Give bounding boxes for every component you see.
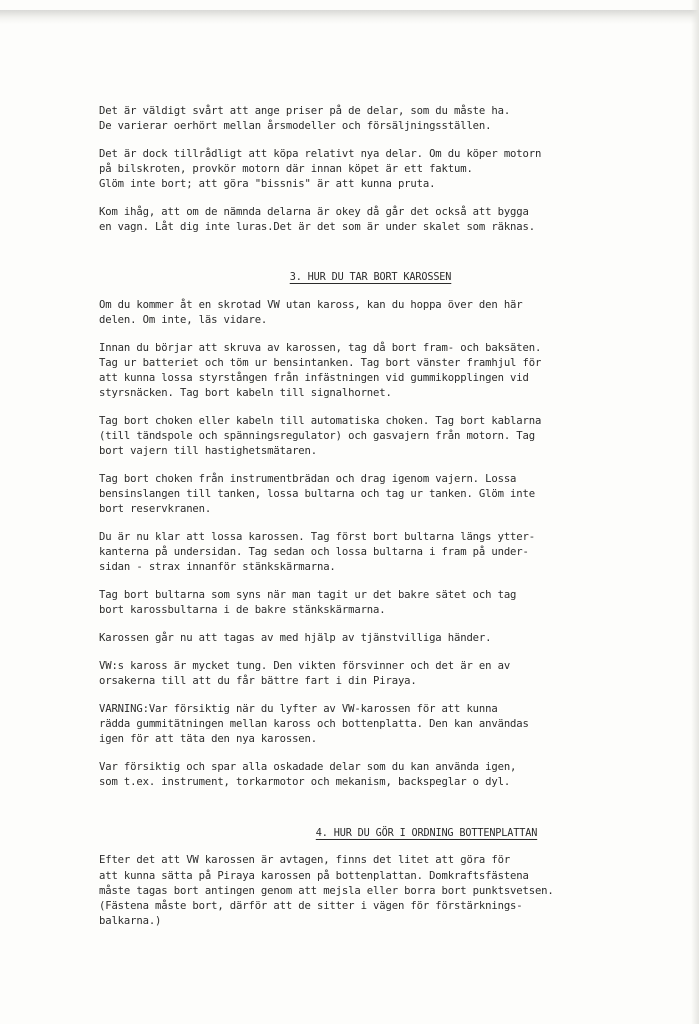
section-3-paragraph: [99, 341, 634, 402]
intro-paragraph-remember: [99, 205, 634, 235]
scan-top-edge-shadow: [0, 10, 699, 24]
section-3-paragraph: [99, 472, 634, 518]
text-line: VW:s kaross är mycket tung. Den vikten försvinner och det är en av: [99, 659, 511, 672]
section-3-paragraph: [99, 588, 634, 618]
text-line: på bilskroten, provkör motorn där innan köpet är ett faktum.: [99, 163, 473, 176]
section-3-paragraph: [99, 414, 634, 460]
scan-right-edge-shadow: [691, 0, 699, 1024]
text-line: Det är väldigt svårt att ange priser på de delar, som du måste ha.: [99, 105, 511, 117]
text-line: sidan - strax innanför stänkskärmarna.: [99, 561, 336, 574]
text-line: igen för att täta den nya karossen.: [99, 733, 317, 746]
text-line: Karossen går nu att tagas av med hjälp av tjänstvilliga händer.: [99, 632, 492, 645]
text-line: måste tagas bort antingen genom att mejsla eller borra bort punktsvetsen.: [99, 884, 554, 897]
section-3-heading-text: 3. HUR DU TAR BORT KAROSSEN: [289, 272, 452, 284]
text-line: Det är dock tillrådligt att köpa relativt nya delar. Om du köper motorn: [99, 147, 542, 160]
section-3-paragraph: [99, 631, 634, 646]
text-line: Tag ur batteriet och töm ur bensintanken. Tag bort vänster framhjul för: [99, 356, 542, 369]
text-line: Tag bort choken från instrumentbrädan och drag igenom vajern. Lossa: [99, 472, 517, 485]
intro-paragraph-prices: [99, 104, 634, 134]
text-line: (till tändspole och spänningsregulator) och gasvajern från motorn. Tag: [99, 430, 535, 443]
text-line: styrsnäcken. Tag bort kabeln till signalhornet.: [99, 387, 392, 400]
text-line: bort vajern till hastighetsmätaren.: [99, 445, 317, 458]
text-line: VARNING:Var försiktig när du lyfter av VW-karossen för att kunna: [99, 702, 498, 715]
text-line: bort reservkranen.: [99, 503, 212, 516]
text-line: Innan du börjar att skruva av karossen, tag då bort fram- och baksäten.: [99, 341, 542, 354]
text-line: bort karossbultarna i de bakre stänkskärmarna.: [99, 604, 386, 617]
text-line: rädda gummitätningen mellan kaross och bottenplatta. Den kan användas: [99, 717, 529, 730]
text-line: De varierar oerhört mellan årsmodeller och försäljningsställen.: [99, 120, 492, 133]
section-3-paragraph: [99, 298, 634, 328]
section-3-paragraph: [99, 530, 634, 576]
text-line: Tag bort choken eller kabeln till automatiska choken. Tag bort kablarna: [99, 414, 542, 427]
text-line: Kom ihåg, att om de nämnda delarna är okey då går det också att bygga: [99, 206, 529, 219]
text-line: (Fästena måste bort, därför att de sitter i vägen för förstärknings-: [99, 900, 523, 913]
text-line: Efter det att VW karossen är avtagen, finns det litet att göra för: [99, 854, 511, 867]
section-3-paragraph: [99, 659, 634, 689]
section-3-paragraph: [99, 760, 634, 790]
text-line: delen. Om inte, läs vidare.: [99, 313, 268, 326]
text-line: Om du kommer åt en skrotad VW utan kaross, kan du hoppa över den här: [99, 298, 523, 311]
section-3-warning-paragraph: [99, 702, 634, 748]
text-line: Glöm inte bort; att göra "bissnis" är att kunna pruta.: [99, 178, 436, 191]
text-line: balkarna.): [99, 915, 162, 928]
section-4-heading-text: 4. HUR DU GÖR I ORDNING BOTTENPLATTAN: [315, 828, 538, 840]
typewritten-text-body: [99, 104, 634, 942]
text-line: att kunna lossa styrstången från infästningen vid gummikopplingen vid: [99, 371, 529, 384]
section-3-heading: [99, 270, 634, 285]
text-line: kanterna på undersidan. Tag sedan och lossa bultarna i fram på under-: [99, 546, 529, 559]
text-line: en vagn. Låt dig inte luras.Det är det som är under skalet som räknas.: [99, 221, 535, 234]
text-line: att kunna sätta på Piraya karossen på bottenplattan. Domkraftsfästena: [99, 869, 529, 882]
text-line: bensinslangen till tanken, lossa bultarna och tag ur tanken. Glöm inte: [99, 488, 535, 501]
text-line: Du är nu klar att lossa karossen. Tag först bort bultarna längs ytter-: [99, 531, 535, 544]
intro-paragraph-buying-advice: [99, 147, 634, 193]
section-4-paragraph: [99, 853, 634, 929]
section-4-heading: [99, 826, 634, 841]
text-line: Tag bort bultarna som syns när man tagit ur det bakre sätet och tag: [99, 589, 517, 602]
text-line: som t.ex. instrument, torkarmotor och mekanism, backspeglar o dyl.: [99, 776, 511, 788]
text-line: Var försiktig och spar alla oskadade delar som du kan använda igen,: [99, 760, 517, 773]
text-line: orsakerna till att du får bättre fart i din Piraya.: [99, 674, 417, 687]
